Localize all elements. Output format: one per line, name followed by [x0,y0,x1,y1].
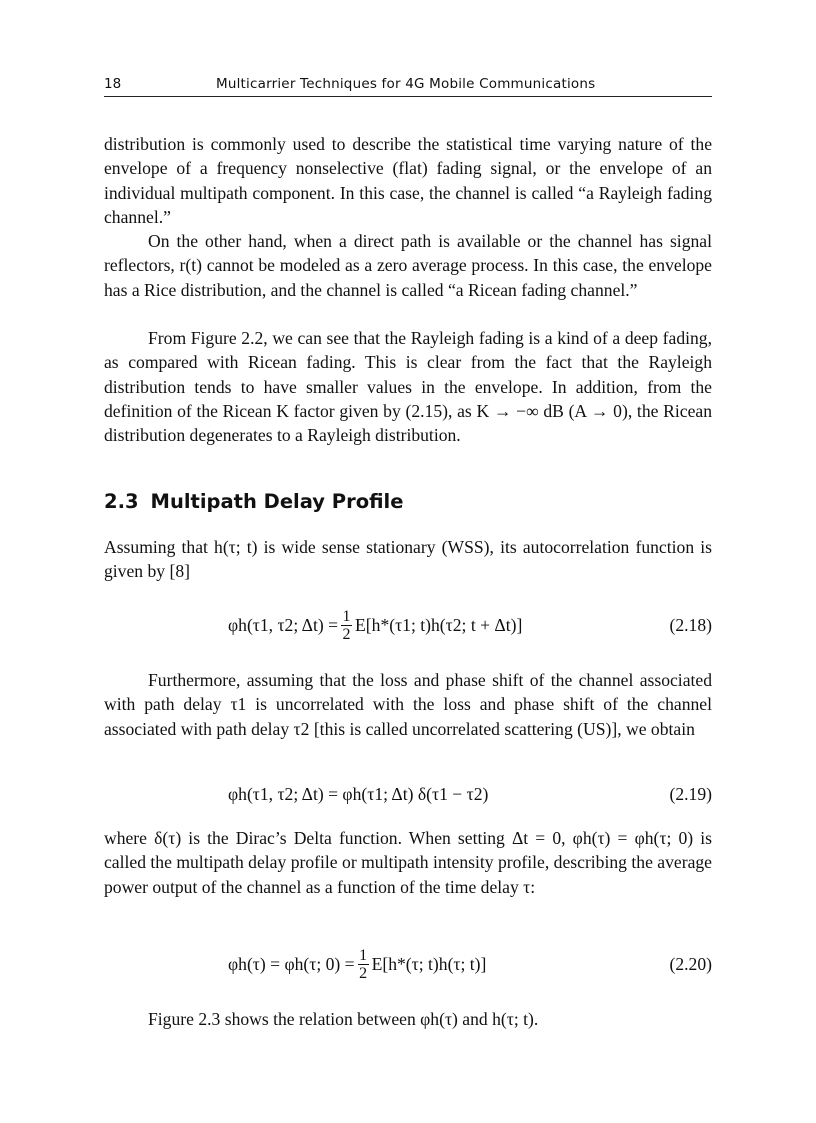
equation-2-20-fraction: $\frac{1}{2}$ [359,946,368,982]
paragraph-5: Furthermore, assuming that the loss and phase shift of the channel associated with path delay τ1 is uncorrelated with the loss and phase shift of the channel associated with path delay τ2 [this is called uncorrelated scattering (US)], we obtain [104,670,712,739]
equation-number: (2.20) [669,954,712,974]
equation-2-19-expr: φh(τ1, τ2; Δt) = φh(τ1; Δt) δ(τ1 − τ2) [228,783,489,804]
equation-2-18-fraction: $\frac{1}{2}$ [342,607,351,643]
running-header [104,74,712,97]
equation-number: (2.18) [669,615,712,635]
equation-2-18 [104,605,712,645]
equation-2-18-lhs: φh(τ1, τ2; Δt) = [228,614,339,635]
paragraph-3: From Figure 2.2, we can see that the Rayleigh fading is a kind of a deep fading, as compared with Ricean fading. This is clear from the fact that the Rayleigh distribution tends to have smaller values in the envelope. In addition, from the definition of the Ricean K factor given by (2.15), as K → −∞ dB (A → 0), the Ricean distribution degenerates to a Rayleigh distribution. [104,328,712,446]
equation-2-20 [104,944,712,984]
paragraph-1: distribution is commonly used to describe the statistical time varying nature of the envelope of a frequency nonselective (flat) fading signal, or the envelope of an individual multipath component. In this case, the channel is called “a Rayleigh fading channel.” [104,134,712,227]
section-heading [104,490,403,513]
equation-2-18-rhs: E[h*(τ1; t)h(τ2; t + Δt)] [355,614,523,635]
section-title: Multipath Delay Profile [150,490,404,513]
paragraph-6: where δ(τ) is the Dirac’s Delta function. When setting Δt = 0, φh(τ) = φh(τ; 0) is called the multipath delay profile or multipath intensity profile, describing the average power output of the channel as a function of the time delay τ: [104,828,712,897]
paragraph-2: On the other hand, when a direct path is available or the channel has signal reflectors, r(t) cannot be modeled as a zero average process. In this case, the envelope has a Rice distribution, and the channel is called “a Ricean fading channel.” [104,231,712,300]
equation-number: (2.19) [669,784,712,804]
page-number: 18 [104,76,122,92]
paragraph-7: Figure 2.3 shows the relation between φh(τ) and h(τ; t). [148,1009,539,1029]
equation-2-20-lhs: φh(τ) = φh(τ; 0) = [228,953,355,974]
equation-2-20-rhs: E[h*(τ; t)h(τ; t)] [371,953,487,974]
paragraph-4: Assuming that h(τ; t) is wide sense stationary (WSS), its autocorrelation function is given by [8] [104,537,712,582]
equation-2-19 [104,774,712,814]
running-title: Multicarrier Techniques for 4G Mobile Communications [216,76,596,92]
section-number: 2.3 [104,490,139,513]
